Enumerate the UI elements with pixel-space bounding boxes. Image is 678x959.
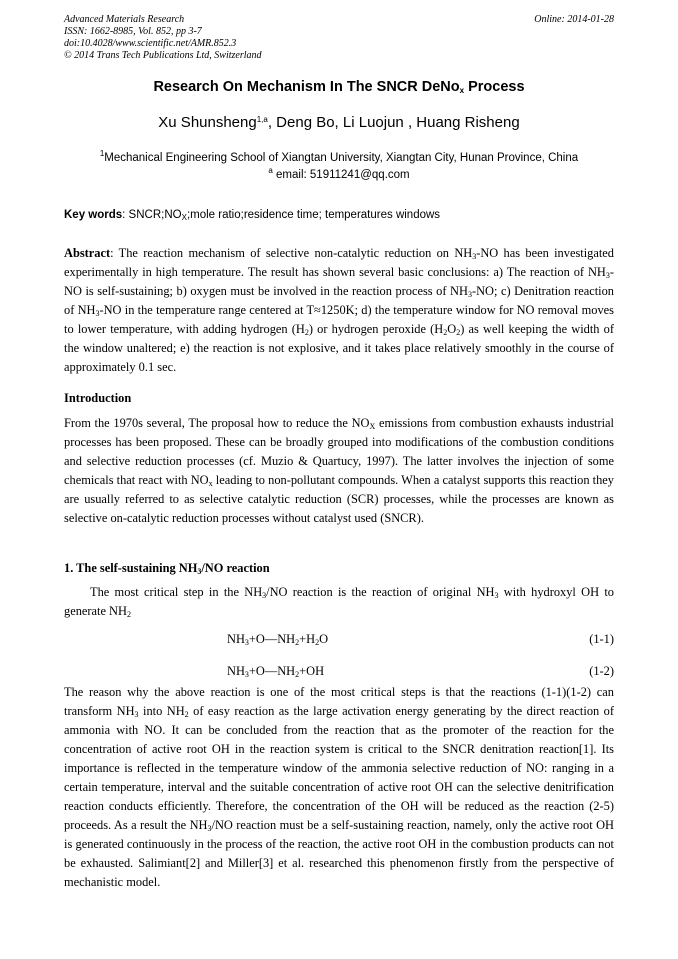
paper-title: Research On Mechanism In The SNCR DeNo$_x$ Process (153, 79, 525, 95)
author-list: Xu Shunsheng$^{1,a}$, Deng Bo, Li Luojun , Huang Risheng (158, 114, 520, 131)
online-date: Online: 2014-01-28 (534, 14, 614, 25)
issn: ISSN: 1662-8985, Vol. 852, pp 3-7 (64, 26, 202, 37)
section1-body: The reason why the above reaction is one of the most critical steps is that the reactions (1-1)(1-2) can transform $NH_3$ into $NH_2$ of easy reaction as the large activation energy generating by the direct reaction of ammonia with NO. It can be concluded from the reaction that as the promoter of the reaction for the concentration of active root OH in the reaction system is critical to the SNCR denitration reaction[1]. Its importance is reflected in the temperature window of the ammonia selective reduction of NO: ranging in a certain temperature, interval and the suitable concentration of active root OH can the selective denitrification reaction conducts efficiently. Therefore, the concentration of the OH will be reduced as the reaction (2-5) proceeds. As a result the $NH_3/NO$ reaction must be a self-sustaining reaction, namely, only the active root OH is generated continuously in the process of the reaction, the active root OH in the combustion products can not be exhausted. Salimiant[2] and Miller[3] et al. researched this phenomenon firstly from the perspective of mechanistic model. (64, 685, 614, 889)
keywords: Key words: $SNCR;NO_X;mole$ ratio;residence time; temperatures windows (64, 209, 441, 222)
affiliation-line: $^1$Mechanical Engineering School of Xiangtan University, Xiangtan City, Hunan Province, China (99, 149, 579, 164)
journal-name: Advanced Materials Research (64, 14, 185, 25)
equation-1-1 (64, 632, 614, 651)
abstract: Abstract: The reaction mechanism of selective non-catalytic reduction on $NH_3-NO$ has been investigated experimentally in high temperature. The result has shown several basic conclusions: a) The reaction of $NH_3-NO$ is self-sustaining; b) oxygen must be involved in the reaction process of $NH_3-NO$; c) Denitration reaction of $NH_3-NO$ in the temperature range centered at T≈1250K; d) the temperature window for NO removal moves to lower temperature, with adding hydrogen $(H_2)$ or hydrogen peroxide $(H_2O_2)$ as well keeping the width of the window unaltered; e) the reaction is not explosive, and it takes place relatively smoothly in the course of approximately 0.1 sec. (64, 246, 614, 374)
introduction-paragraph: From the 1970s several, The proposal how to reduce the $NO_X$ emissions from combustion exhausts industrial processes has been proposed. These can be broadly grouped into modifications of the combustion conditions and selective reduction processes (cf. Muzio & Quartucy, 1997). The latter involves the injection of some chemicals that react with $NO_x$ leading to non-pollutant compounds. When a catalyst supports this reaction they are usually referred to as selective catalytic reduction (SCR) processes, while the processes are known as selective on-catalytic reduction processes without catalyst used (SNCR). (64, 416, 614, 525)
copyright: © 2014 Trans Tech Publications Ltd, Switzerland (64, 50, 262, 61)
equation-1-2 (64, 664, 614, 683)
introduction-heading: Introduction (64, 391, 132, 405)
section1-heading: 1. The self-sustaining $NH_3/NO$ reaction (64, 561, 270, 576)
equation-number: (1-1) (589, 632, 614, 646)
journal-header (64, 14, 262, 62)
doi: doi:10.4028/www.scientific.net/AMR.852.3 (64, 38, 237, 49)
equation-number: (1-2) (589, 664, 614, 678)
equation-expression: $NH_3+O—NH_2+H_2O$ (227, 632, 329, 647)
equation-expression: $NH_3+O—NH_2+OH$ (227, 664, 325, 679)
section1-paragraph: The most critical step in the $NH_3/NO$ reaction is the reaction of original $NH_3$ with hydroxyl OH to generate $NH_2$ (64, 585, 614, 619)
author-email: $^a$ email: 51911241@qq.com (268, 166, 410, 181)
affiliation (0, 150, 678, 184)
